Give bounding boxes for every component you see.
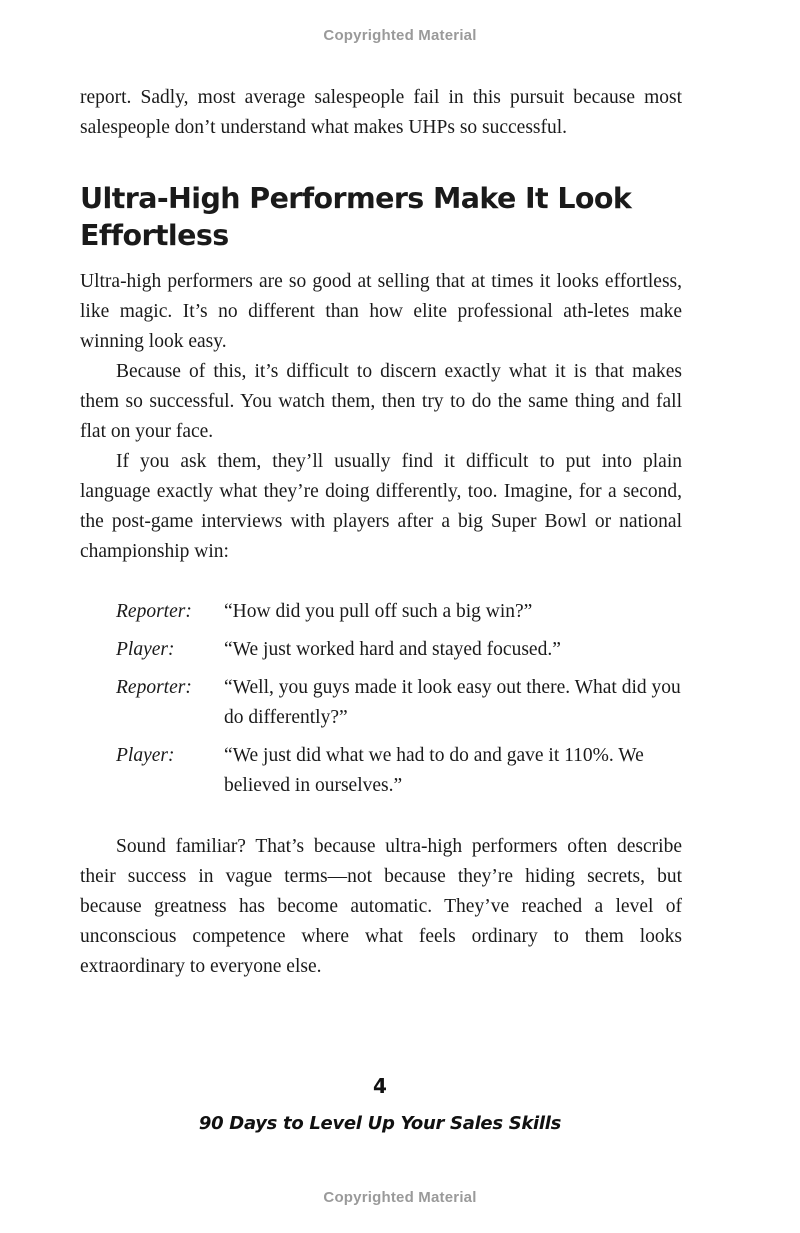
dialogue-speaker: Player: [116,745,175,766]
book-title-footer: 90 Days to Level Up Your Sales Skills [198,1113,562,1134]
page-number: 4 [373,1074,387,1098]
closing-text [80,832,682,982]
closing-paragraph: Sound familiar? That’s because ultra-high performers often describe their success in vague terms—not because they’re hiding secrets, but because greatness has become automatic. They’ve reached a level of unconscious competence where what feels ordinary to them looks extraordinary to everyone else. [80,836,682,977]
dialogue-row [116,673,682,733]
dialogue-line: “How did you pull off such a big win?” [224,601,533,622]
section-heading-line-2: Effortless [80,219,229,252]
intro-paragraph: report. Sadly, most average salespeople fail in this pursuit because most salespeople don’t understand what makes UHPs so successful. [80,87,682,138]
copyright-watermark-bottom: Copyrighted Material [323,1189,477,1206]
body-paragraph-1: Ultra-high performers are so good at selling that at times it looks effortless, like magic. It’s no different than how elite professional ath-letes make winning look easy. [80,271,682,352]
dialogue-line: “We just worked hard and stayed focused.” [224,639,561,660]
dialogue-line: “We just did what we had to do and gave it 110%. We believed in ourselves.” [224,745,644,796]
dialogue-line: “Well, you guys made it look easy out there. What did you do differently?” [224,677,681,728]
dialogue-speaker: Player: [116,639,175,660]
body-paragraph-2: Because of this, it’s difficult to discern exactly what it is that makes them so successful. You watch them, then try to do the same thing and fall flat on your face. [80,361,682,442]
section-heading [80,180,720,254]
body-paragraph-3: If you ask them, they’ll usually find it difficult to put into plain language exactly what they’re doing differently, too. Imagine, for a second, the post-game interviews with players after a big Super Bowl or national championship win: [80,451,682,562]
dialogue-row [116,635,682,665]
dialogue-row [116,597,682,627]
intro-paragraph-container [80,83,682,143]
interview-dialogue [116,597,682,809]
section-heading-line-1: Ultra-High Performers Make It Look [80,182,632,215]
dialogue-speaker: Reporter: [116,601,192,622]
dialogue-speaker: Reporter: [116,677,192,698]
dialogue-row [116,741,682,801]
copyright-watermark-top: Copyrighted Material [323,27,477,44]
body-text [80,267,682,567]
